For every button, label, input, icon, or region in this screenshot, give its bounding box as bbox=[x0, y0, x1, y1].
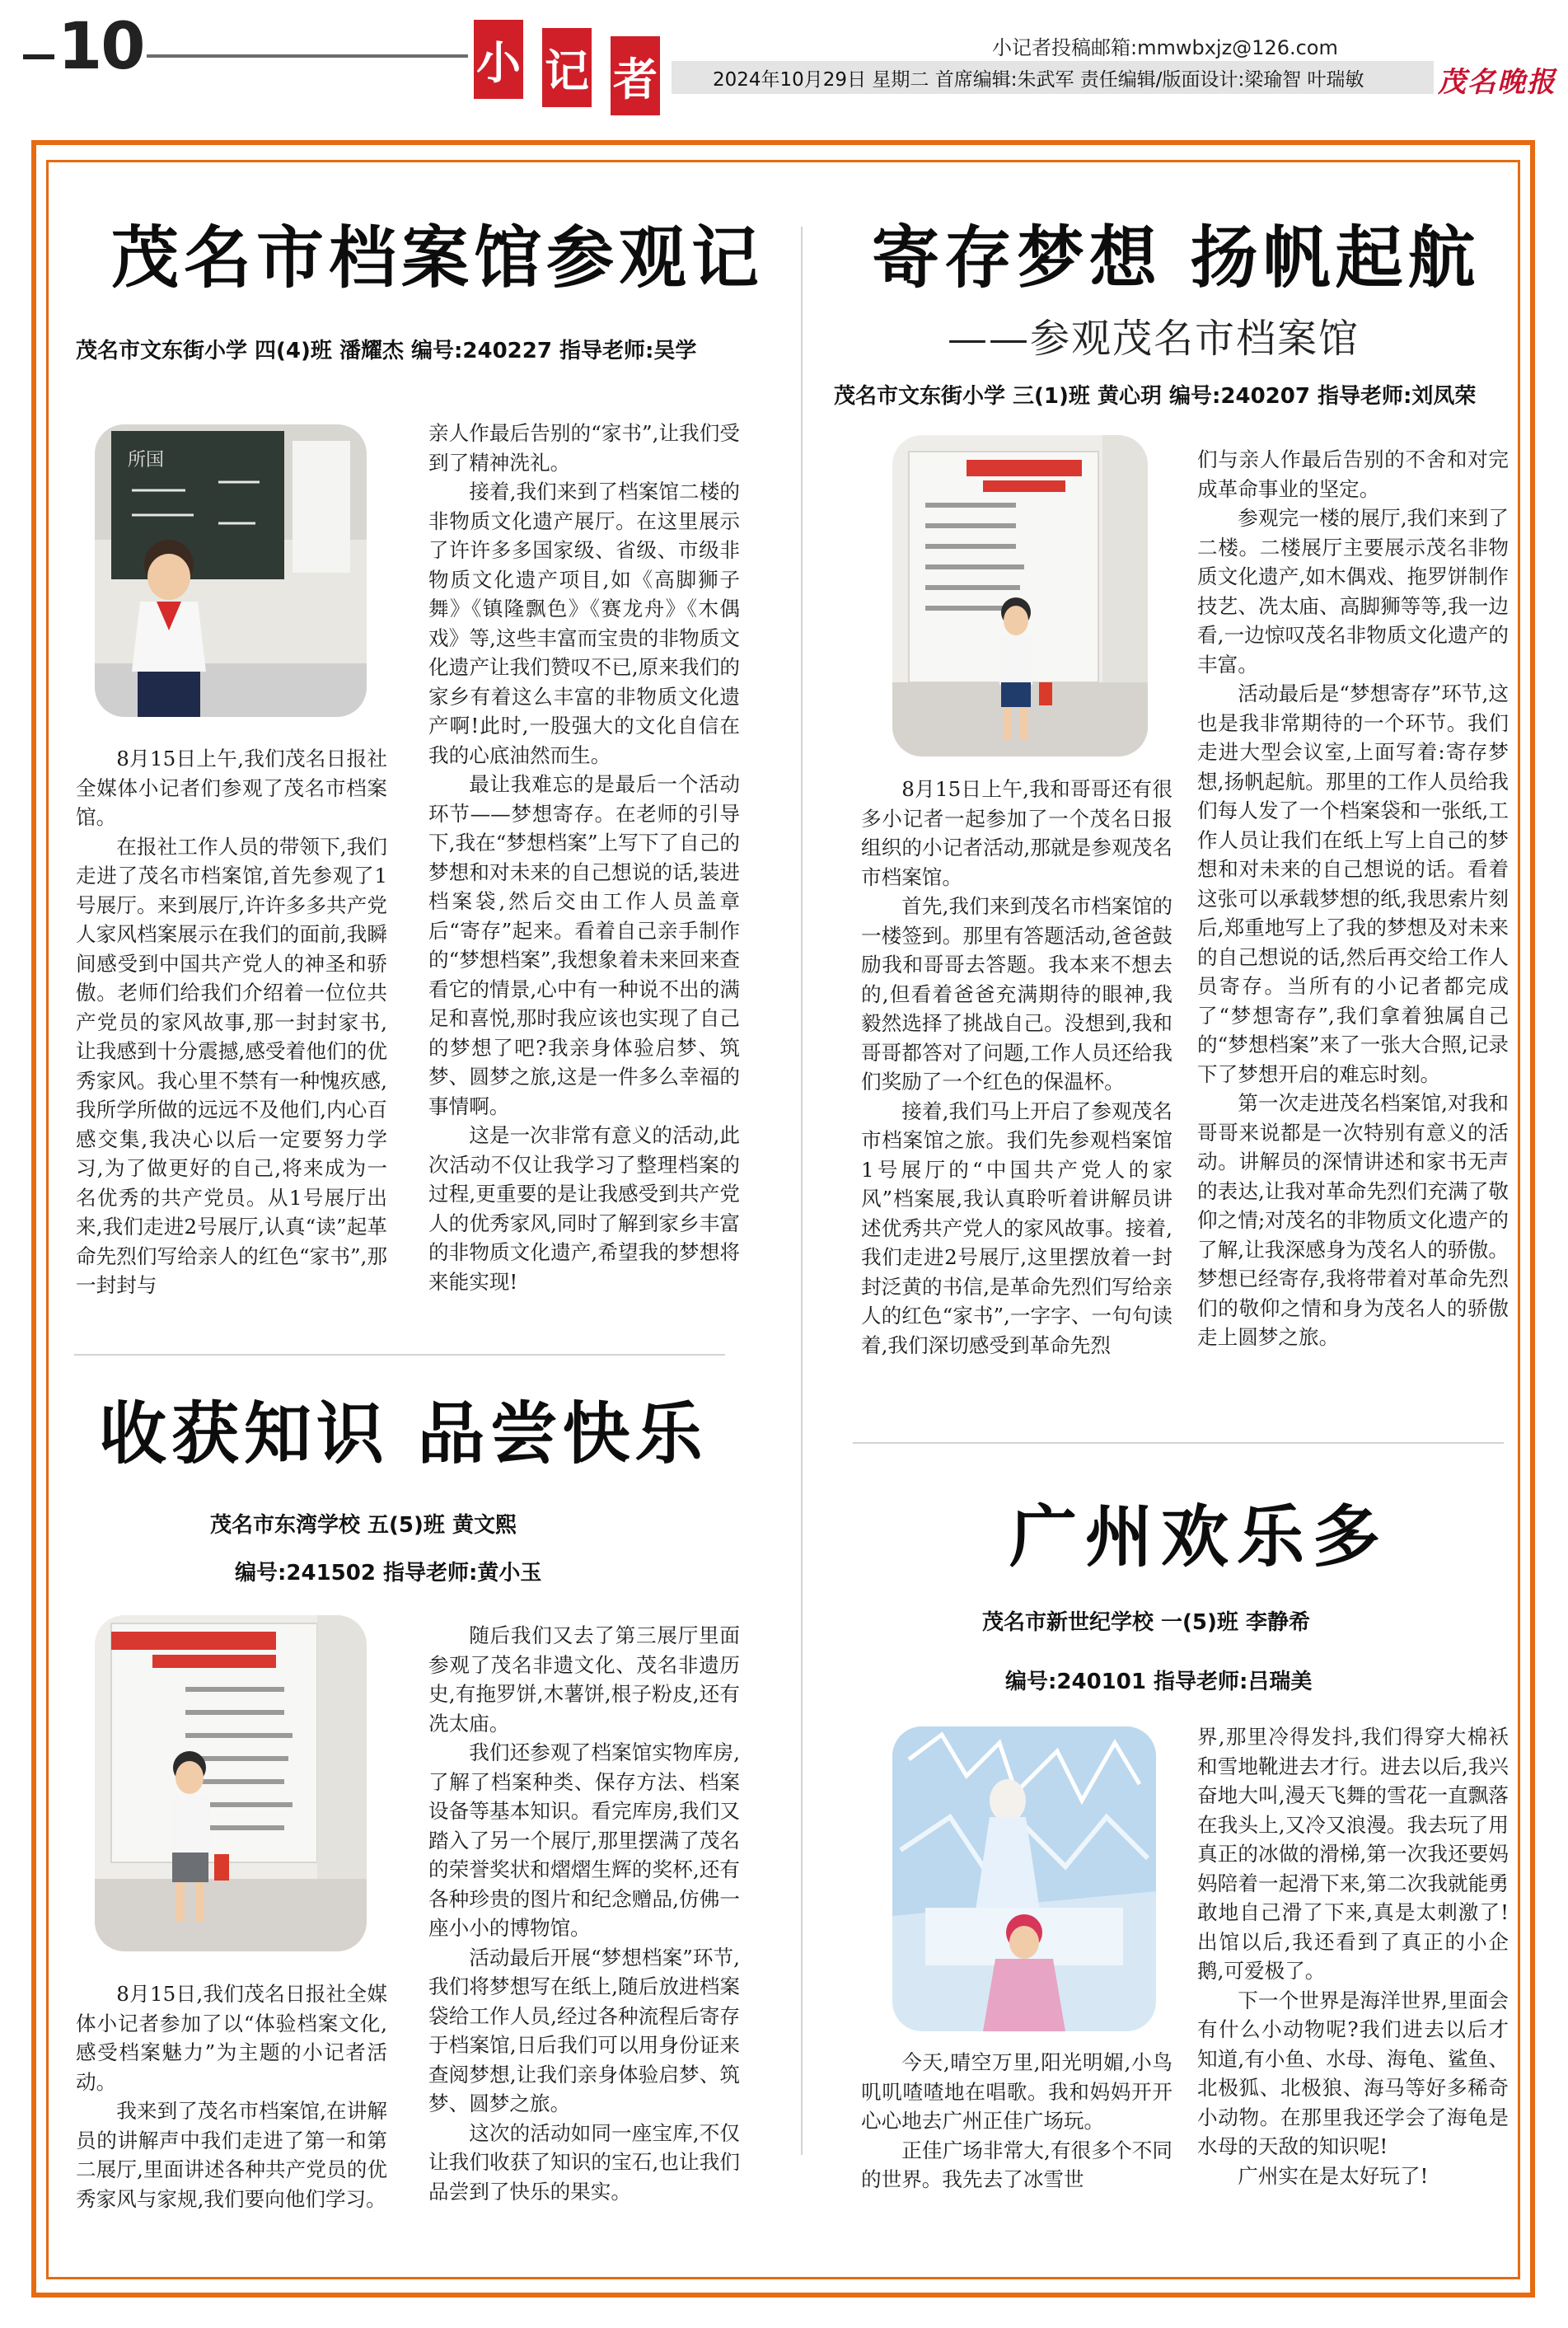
article-paragraph: 这次的活动如同一座宝库,不仅让我们收获了知识的宝石,也让我们品尝到了快乐的果实。 bbox=[428, 2120, 740, 2204]
article-column-2 bbox=[428, 1621, 740, 2247]
article-subtitle: ——参观茂名市档案馆 bbox=[948, 316, 1360, 362]
article-byline: 茂名市文东街小学 三(1)班 黄心玥 编号:240207 指导老师:刘凤荣 bbox=[834, 384, 1477, 409]
section-char-3: 者 bbox=[611, 36, 660, 115]
article-column-1 bbox=[861, 2048, 1172, 2250]
article-column-1 bbox=[76, 1979, 387, 2243]
article-paragraph: 今天,晴空万里,阳光明媚,小鸟叽叽喳喳地在唱歌。我和妈妈开开心心地去广州正佳广场玩。 bbox=[861, 2050, 1172, 2133]
article-divider-left bbox=[74, 1354, 725, 1356]
article-title: 寄存梦想 扬帆起航 bbox=[872, 218, 1481, 297]
article-paragraph: 在报社工作人员的带领下,我们走进了茂名市档案馆,首先参观了1号展厅。来到展厅,许许多多共产党人家风档案展示在我们的面前,我瞬间感受到中国共产党人的神圣和骄傲。老师们给我们介绍着一位位共产党员的家风故事,那一封封家书,让我感到十分震撼,感受着他们的优秀家风。我心里不禁有一种愧疚感,我所学所做的远远不及他们,内心百感交集,我决心以后一定要努力学习,为了做更好的自己,将来成为一名优秀的共产党员。从1号展厅出来,我们走进2号展厅,认真“读”起革命先烈们写给亲人的红色“家书”,那一封封与 bbox=[76, 834, 387, 1297]
page-number: 10 bbox=[58, 10, 144, 84]
issue-meta: 2024年10月29日 星期二 首席编辑:朱武军 责任编辑/版面设计:梁瑜智 叶瑞敏 bbox=[672, 61, 1434, 94]
article-title: 广州欢乐多 bbox=[1009, 1497, 1389, 1576]
article-paragraph: 界,那里冷得发抖,我们得穿大棉袄和雪地靴进去才行。进去以后,我兴奋地大叫,漫天飞舞的雪花一直飘落在我头上,又冷又浪漫。我去玩了用真正的冰做的滑梯,第一次我还要妈妈陪着一起滑下来,第二次我就能勇敢地自己滑了下来,真是太刺激了!出馆以后,我还看到了真正的小企鹅,可爱极了。 bbox=[1197, 1725, 1509, 1983]
article-paragraph: 正佳广场非常大,有很多个不同的世界。我先去了冰雪世 bbox=[861, 2138, 1172, 2191]
article-photo bbox=[95, 1615, 367, 1951]
column-divider bbox=[801, 227, 803, 2155]
article-column-1 bbox=[76, 744, 387, 1305]
article-paragraph: 这是一次非常有意义的活动,此次活动不仅让我学习了整理档案的过程,更重要的是让我感受到共产党人的优秀家风,同时了解到家乡丰富的非物质文化遗产,希望我的梦想将来能实现! bbox=[428, 1123, 740, 1294]
section-char-2: 记 bbox=[542, 28, 592, 107]
article-paragraph: 8月15日,我们茂名日报社全媒体小记者参加了以“体验档案文化,感受档案魅力”为主题的小记者活动。 bbox=[76, 1982, 387, 2094]
header-rule bbox=[147, 54, 468, 58]
article-paragraph: 我来到了茂名市档案馆,在讲解员的讲解声中我们走进了第一和第二展厅,里面讲述各种共产党员的优秀家风与家规,我们要向他们学习。 bbox=[76, 2099, 387, 2211]
article-byline: 茂名市文东街小学 四(4)班 潘耀杰 编号:240227 指导老师:吴学 bbox=[76, 339, 697, 363]
article-column-2 bbox=[1197, 445, 1509, 1401]
newspaper-logo: 茂名晚报 bbox=[1438, 66, 1556, 99]
article-divider-right bbox=[853, 1442, 1504, 1444]
article-paragraph: 最让我难忘的是最后一个活动环节——梦想寄存。在老师的引导下,我在“梦想档案”上写下了自己的梦想和对未来的自己想说的话,装进档案袋,然后交由工作人员盖章后“寄存”起来。看着自己亲手制作的“梦想档案”,我想象着未来回来查看它的情景,心中有一种说不出的满足和喜悦,那时我应该也实现了自己的梦想了吧?我亲身体验启梦、筑梦、圆梦之旅,这是一件多么幸福的事情啊。 bbox=[428, 772, 740, 1118]
article-column-2 bbox=[1197, 1722, 1509, 2250]
article-paragraph: 参观完一楼的展厅,我们来到了二楼。二楼展厅主要展示茂名非物质文化遗产,如木偶戏、拖罗饼制作技艺、冼太庙、高脚狮等等,我一边看,一边惊叹茂名非物质文化遗产的丰富。 bbox=[1197, 506, 1509, 677]
article-paragraph: 活动最后开展“梦想档案”环节,我们将梦想写在纸上,随后放进档案袋给工作人员,经过各种流程后寄存于档案馆,日后我们可以用身份证来查阅梦想,让我们亲身体验启梦、筑梦、圆梦之旅。 bbox=[428, 1945, 740, 2115]
article-photo bbox=[892, 435, 1148, 756]
article-paragraph: 8月15日上午,我们茂名日报社全媒体小记者们参观了茂名市档案馆。 bbox=[76, 747, 387, 829]
article-column-2 bbox=[428, 419, 740, 1309]
article-paragraph: 们与亲人作最后告别的不舍和对完成革命事业的坚定。 bbox=[1197, 447, 1509, 501]
article-paragraph: 活动最后是“梦想寄存”环节,这也是我非常期待的一个环节。我们走进大型会议室,上面写着:寄存梦想,扬帆起航。那里的工作人员给我们每人发了一个档案袋和一张纸,工作人员让我们在纸上写上自己的梦想和对未来的自己想说的话。看着这张可以承载梦想的纸,我思索片刻后,郑重地写上了我的梦想及对未来的自己想说的话,然后再交给工作人员寄存。当所有的小记者都完成了“梦想寄存”,我们拿着独属自己的“梦想档案”来了一张大合照,记录下了梦想开启的难忘时刻。 bbox=[1197, 682, 1509, 1086]
article-byline-code: 编号:241502 指导老师:黄小玉 bbox=[235, 1561, 542, 1586]
article-paragraph: 8月15日上午,我和哥哥还有很多小记者一起参加了一个茂名日报组织的小记者活动,那就是参观茂名市档案馆。 bbox=[861, 777, 1172, 889]
article-title: 收获知识 品尝快乐 bbox=[99, 1394, 708, 1473]
article-paragraph: 我们还参观了档案馆实物库房,了解了档案种类、保存方法、档案设备等基本知识。看完库房,我们又踏入了另一个展厅,那里摆满了茂名的荣誉奖状和熠熠生辉的奖杯,还有各种珍贵的图片和纪念赠品,仿佛一座小小的博物馆。 bbox=[428, 1740, 740, 1940]
article-photo bbox=[892, 1726, 1156, 2031]
submission-email: 小记者投稿邮箱:mmwbxjz@126.com bbox=[992, 36, 1338, 59]
article-paragraph: 亲人作最后告别的“家书”,让我们受到了精神洗礼。 bbox=[428, 421, 740, 475]
article-byline-code: 编号:240101 指导老师:吕瑞美 bbox=[1005, 1670, 1313, 1694]
article-paragraph: 接着,我们来到了档案馆二楼的非物质文化遗产展厅。在这里展示了许许多多国家级、省级、市级非物质文化遗产项目,如《高脚狮子舞》《镇隆飘色》《赛龙舟》《木偶戏》等,这些丰富而宝贵的非物质文化遗产让我们赞叹不已,原来我们的家乡有着这么丰富的非物质文化遗产啊!此时,一股强大的文化自信在我的心底油然而生。 bbox=[428, 480, 740, 767]
article-paragraph: 首先,我们来到茂名市档案馆的一楼签到。那里有答题活动,爸爸鼓励我和哥哥去答题。我本来不想去的,但看着爸爸充满期待的眼神,我毅然选择了挑战自己。没想到,我和哥哥都答对了问题,工作人员还给我们奖励了一个红色的保温杯。 bbox=[861, 894, 1172, 1094]
article-title: 茂名市档案馆参观记 bbox=[111, 218, 765, 297]
article-byline: 茂名市新世纪学校 一(5)班 李静希 bbox=[982, 1610, 1310, 1635]
article-paragraph: 随后我们又去了第三展厅里面参观了茂名非遗文化、茂名非遗历史,有拖罗饼,木薯饼,根子粉皮,还有冼太庙。 bbox=[428, 1623, 740, 1735]
article-photo bbox=[95, 424, 367, 717]
page-number-dash bbox=[23, 54, 54, 59]
section-char-1: 小 bbox=[474, 20, 523, 99]
article-paragraph: 接着,我们马上开启了参观茂名市档案馆之旅。我们先参观档案馆1号展厅的“中国共产党人的家风”档案展,我认真聆听着讲解员讲述优秀共产党人的家风故事。接着,我们走进2号展厅,这里摆放着一封封泛黄的书信,是革命先烈们写给亲人的红色“家书”,一字字、一句句读着,我们深切感受到革命先烈 bbox=[861, 1098, 1172, 1357]
article-paragraph: 下一个世界是海洋世界,里面会有什么小动物呢?我们进去以后才知道,有小鱼、水母、海龟、鲨鱼、北极狐、北极狼、海马等好多稀奇小动物。在那里我还学会了海龟是水母的天敌的知识呢! bbox=[1197, 1988, 1509, 2158]
article-column-1 bbox=[861, 775, 1172, 1401]
article-paragraph: 广州实在是太好玩了! bbox=[1238, 2163, 1429, 2188]
article-byline: 茂名市东湾学校 五(5)班 黄文熙 bbox=[210, 1513, 517, 1538]
svg-text:所国: 所国 bbox=[128, 450, 165, 471]
article-paragraph: 第一次走进茂名档案馆,对我和哥哥来说都是一次特别有意义的活动。讲解员的深情讲述和家书无声的表达,让我对革命先烈们充满了敬仰之情;对茂名的非物质文化遗产的了解,让我深感身为茂名人的骄傲。梦想已经寄存,我将带着对革命先烈们的敬仰之情和身为茂名人的骄傲走上圆梦之旅。 bbox=[1197, 1091, 1509, 1349]
